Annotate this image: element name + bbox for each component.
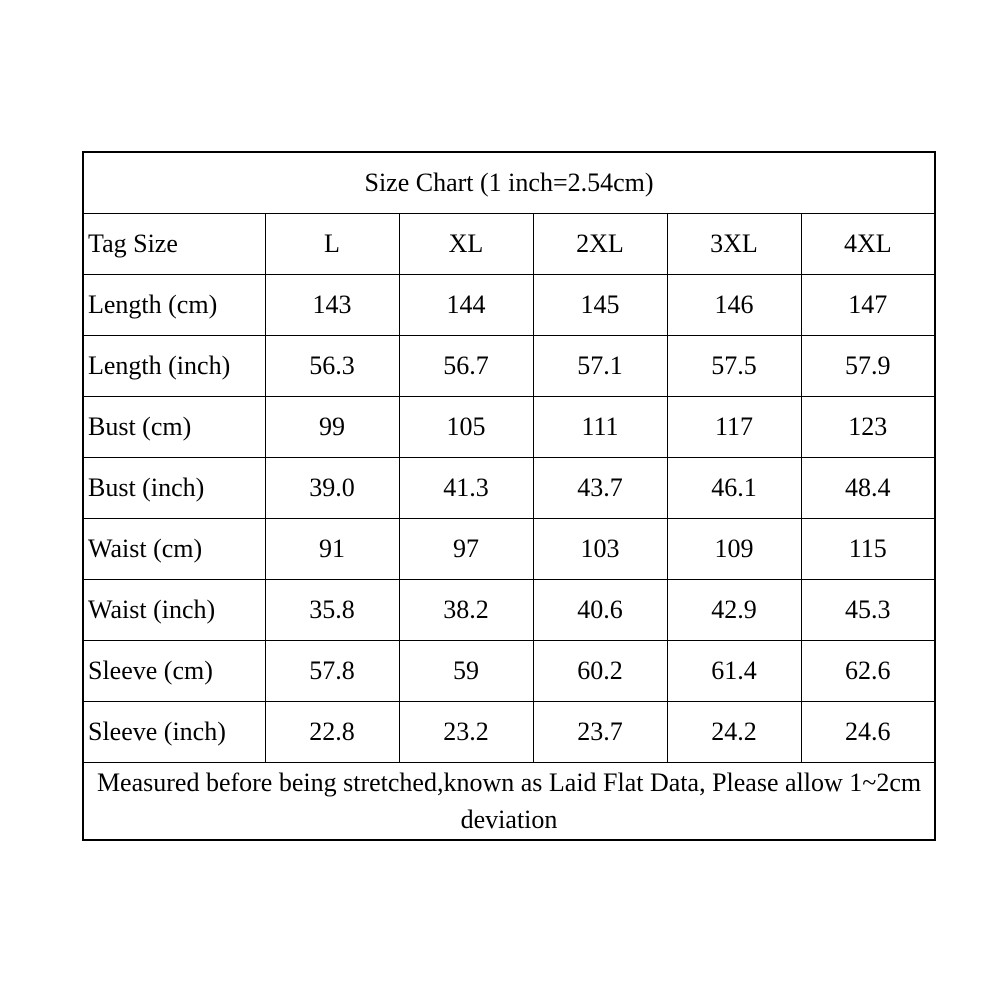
table-row xyxy=(83,336,935,397)
header-cell-tag-size: Tag Size xyxy=(83,214,265,275)
row-label: Waist (inch) xyxy=(83,580,265,641)
table-cell: 123 xyxy=(801,397,935,458)
table-cell: 62.6 xyxy=(801,641,935,702)
table-cell: 146 xyxy=(667,275,801,336)
table-cell: 48.4 xyxy=(801,458,935,519)
table-cell: 23.7 xyxy=(533,702,667,763)
table-cell: 99 xyxy=(265,397,399,458)
table-row xyxy=(83,458,935,519)
table-cell: 143 xyxy=(265,275,399,336)
table-cell: 57.8 xyxy=(265,641,399,702)
table-cell: 60.2 xyxy=(533,641,667,702)
table-cell: 147 xyxy=(801,275,935,336)
table-cell: 144 xyxy=(399,275,533,336)
row-label: Length (cm) xyxy=(83,275,265,336)
table-cell: 40.6 xyxy=(533,580,667,641)
row-label: Sleeve (inch) xyxy=(83,702,265,763)
row-label: Bust (inch) xyxy=(83,458,265,519)
table-cell: 45.3 xyxy=(801,580,935,641)
table-cell: 61.4 xyxy=(667,641,801,702)
table-cell: 56.7 xyxy=(399,336,533,397)
table-row xyxy=(83,397,935,458)
table-row xyxy=(83,275,935,336)
table-cell: 23.2 xyxy=(399,702,533,763)
header-cell-size: 3XL xyxy=(667,214,801,275)
table-cell: 105 xyxy=(399,397,533,458)
table-cell: 91 xyxy=(265,519,399,580)
table-cell: 24.2 xyxy=(667,702,801,763)
table-cell: 59 xyxy=(399,641,533,702)
table-cell: 97 xyxy=(399,519,533,580)
header-cell-size: 4XL xyxy=(801,214,935,275)
row-label: Length (inch) xyxy=(83,336,265,397)
table-cell: 35.8 xyxy=(265,580,399,641)
table-cell: 24.6 xyxy=(801,702,935,763)
table-cell: 57.9 xyxy=(801,336,935,397)
table-cell: 56.3 xyxy=(265,336,399,397)
table-cell: 103 xyxy=(533,519,667,580)
table-title: Size Chart (1 inch=2.54cm) xyxy=(83,152,935,214)
title-row xyxy=(83,152,935,214)
table-cell: 46.1 xyxy=(667,458,801,519)
table-cell: 57.1 xyxy=(533,336,667,397)
table-cell: 22.8 xyxy=(265,702,399,763)
header-row xyxy=(83,214,935,275)
table-cell: 42.9 xyxy=(667,580,801,641)
table-cell: 38.2 xyxy=(399,580,533,641)
header-cell-size: XL xyxy=(399,214,533,275)
table-cell: 57.5 xyxy=(667,336,801,397)
table-row xyxy=(83,580,935,641)
table-cell: 145 xyxy=(533,275,667,336)
table-cell: 115 xyxy=(801,519,935,580)
row-label: Waist (cm) xyxy=(83,519,265,580)
table-cell: 111 xyxy=(533,397,667,458)
table-cell: 117 xyxy=(667,397,801,458)
table-cell: 109 xyxy=(667,519,801,580)
table-cell: 39.0 xyxy=(265,458,399,519)
note-row xyxy=(83,763,935,841)
header-cell-size: L xyxy=(265,214,399,275)
header-cell-size: 2XL xyxy=(533,214,667,275)
measurement-note: Measured before being stretched,known as Laid Flat Data, Please allow 1~2cm deviation xyxy=(83,763,935,841)
size-chart-table xyxy=(82,151,936,841)
table-row xyxy=(83,641,935,702)
row-label: Sleeve (cm) xyxy=(83,641,265,702)
row-label: Bust (cm) xyxy=(83,397,265,458)
table-cell: 43.7 xyxy=(533,458,667,519)
table-cell: 41.3 xyxy=(399,458,533,519)
table-row xyxy=(83,519,935,580)
table-row xyxy=(83,702,935,763)
